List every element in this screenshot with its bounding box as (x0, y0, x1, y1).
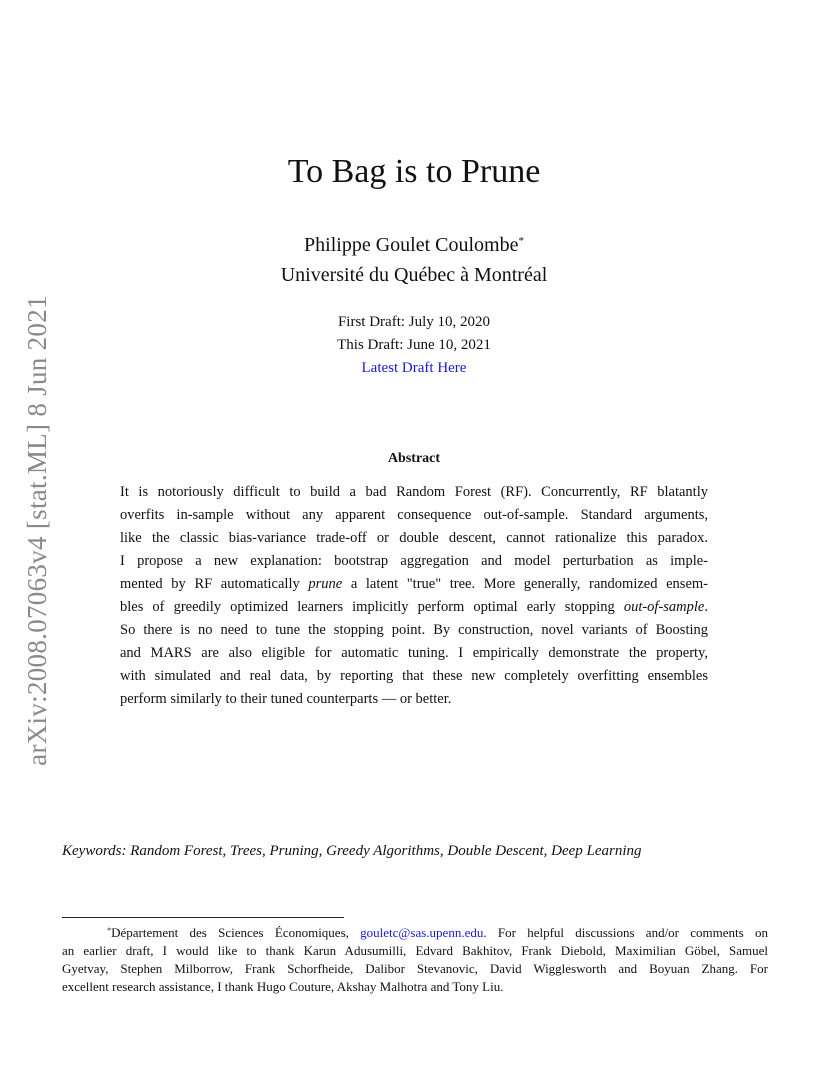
abstract-emphasis-prune: prune (308, 576, 343, 592)
this-draft-date: This Draft: June 10, 2021 (337, 337, 491, 353)
footnote (62, 922, 768, 996)
abstract-line: So there is no need to tune the stopping point. By construction, novel variants of Boosting (120, 622, 708, 638)
author-line (0, 234, 828, 257)
abstract-line: and MARS are also eligible for automatic tuning. I empirically demonstrate the property, (120, 645, 708, 661)
footnote-line: an earlier draft, I would like to thank Karun Adusumilli, Edvard Bakhitov, Frank Diebold, Maximilian Göbel, Samuel (62, 943, 768, 958)
abstract-emphasis-oos: out-of-sample (623, 599, 705, 615)
footnote-text: . For helpful discussions and/or comments on (483, 925, 768, 940)
abstract-line: perform similarly to their tuned counterparts — or better. (120, 691, 452, 707)
footnote-email-link[interactable]: gouletc@sas.upenn.edu (360, 925, 484, 940)
abstract-text: a latent "true" tree. More generally, randomized ensem- (342, 576, 708, 592)
abstract-line: overfits in-sample without any apparent consequence out-of-sample. Standard arguments, (120, 507, 708, 523)
footnote-text: Département des Sciences Économiques, (111, 925, 361, 940)
latest-draft-link[interactable]: Latest Draft Here (361, 360, 467, 376)
abstract-text: mented by RF automatically (120, 576, 309, 592)
first-draft-date: First Draft: July 10, 2020 (337, 314, 491, 330)
paper-title: To Bag is to Prune (287, 153, 541, 190)
abstract-text: bles of greedily optimized learners implicitly perform optimal early stopping (120, 599, 624, 615)
footnote-rule (62, 917, 344, 918)
abstract-text: . (704, 599, 708, 615)
footnote-line (62, 922, 768, 942)
draft-info (0, 311, 828, 380)
footnote-mark: * (107, 926, 112, 935)
abstract-body (120, 481, 708, 711)
author-footnote-mark: * (518, 235, 524, 247)
abstract-line: with simulated and real data, by reporting that these new completely overfitting ensembles (120, 668, 708, 684)
footnote-line: Gyetvay, Stephen Milborrow, Frank Schorfheide, Dalibor Stevanovic, David Wigglesworth and Boyuan Zhang. For (62, 961, 768, 976)
abstract-line: It is notoriously difficult to build a bad Random Forest (RF). Concurrently, RF blatantly (120, 484, 708, 500)
affiliation: Université du Québec à Montréal (280, 264, 548, 286)
abstract-line: like the classic bias-variance trade-off or double descent, cannot rationalize this paradox. (120, 530, 708, 546)
author-name: Philippe Goulet Coulombe (304, 234, 519, 256)
abstract-line (120, 573, 708, 596)
abstract-line (120, 596, 708, 619)
abstract-heading: Abstract (387, 451, 441, 466)
arxiv-stamp-text: arXiv:2008.07063v4 [stat.ML] 8 Jun 2021 (21, 294, 52, 766)
keywords: Keywords: Random Forest, Trees, Pruning, Greedy Algorithms, Double Descent, Deep Learning (62, 843, 642, 859)
footnote-line: excellent research assistance, I thank Hugo Couture, Akshay Malhotra and Tony Liu. (62, 979, 504, 994)
abstract-line: I propose a new explanation: bootstrap aggregation and model perturbation as imple- (120, 553, 708, 569)
